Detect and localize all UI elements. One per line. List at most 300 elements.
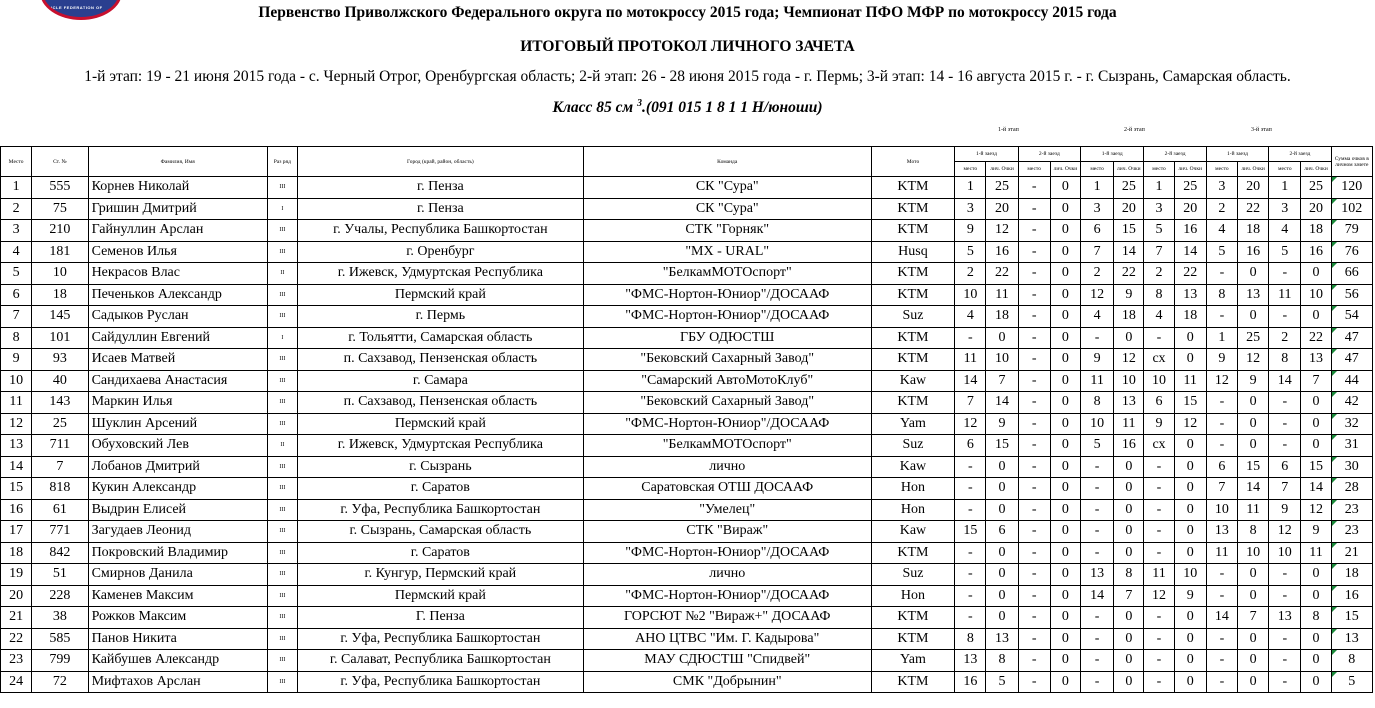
cell-s2r2-place: сх [1144,349,1174,371]
cell-team: "Умелец" [583,499,871,521]
cell-s2r1-points: 0 [1114,607,1144,629]
cell-s2r2-points: 11 [1174,370,1206,392]
cell-s1r1-points: 0 [986,542,1018,564]
cell-s2r1-place: - [1081,521,1114,543]
cell-s3r1-place: 9 [1206,349,1237,371]
table-row [1,327,1373,349]
cell-city: г. Пенза [297,198,583,220]
cell-s1r2-points: 0 [1050,456,1080,478]
cell-moto: KTM [871,177,955,199]
cell-s1r1-points: 0 [986,478,1018,500]
cell-team: "Бековский Сахарный Завод" [583,392,871,414]
cell-name: Рожков Максим [88,607,267,629]
cell-city: г. Уфа, Республика Башкортостан [297,628,583,650]
cell-s3r2-points: 0 [1301,585,1331,607]
cell-s2r1-place: 2 [1081,263,1114,285]
cell-s3r1-place: 10 [1206,499,1237,521]
cell-s2r2-place: - [1144,478,1174,500]
cell-s2r1-points: 0 [1114,327,1144,349]
cell-team: ГБУ ОДЮСТШ [583,327,871,349]
table-row [1,478,1373,500]
stage-label-2: 2-й этап [1124,127,1145,133]
cell-s3r2-points: 0 [1301,435,1331,457]
cell-s3r2-points: 16 [1301,241,1331,263]
cell-s2r2-points: 10 [1174,564,1206,586]
class-title: Класс 85 см $^3$.(091 015 1 8 1 1 Н/юноши) [552,98,823,117]
cell-s2r1-points: 14 [1114,241,1144,263]
cell-place: 13 [1,435,32,457]
cell-sum: 23 [1331,521,1372,543]
cell-city: г. Салават, Республика Башкортостан [297,650,583,672]
cell-s1r2-place: - [1018,521,1050,543]
cell-s2r2-place: 6 [1144,392,1174,414]
cell-s3r1-place: - [1206,306,1237,328]
cell-s2r2-points: 0 [1174,435,1206,457]
col-city: Город (край, район, область) [297,147,583,177]
cell-team: СК "Сура" [583,198,871,220]
cell-team: СТК "Вираж" [583,521,871,543]
cell-s3r1-place: - [1206,628,1237,650]
cell-number: 771 [32,521,88,543]
cell-s3r1-points: 14 [1238,478,1269,500]
cell-s3r1-points: 13 [1238,284,1269,306]
cell-number: 818 [32,478,88,500]
cell-sum: 66 [1331,263,1372,285]
cell-s3r2-points: 0 [1301,413,1331,435]
cell-s3r2-place: - [1269,671,1301,693]
cell-sum: 42 [1331,392,1372,414]
cell-moto: Yam [871,413,955,435]
cell-team: "ФМС-Нортон-Юниор"/ДОСААФ [583,413,871,435]
table-row [1,521,1373,543]
cell-s1r2-place: - [1018,241,1050,263]
cell-city: г. Самара [297,370,583,392]
cell-s2r1-points: 0 [1114,542,1144,564]
cell-s1r1-points: 11 [986,284,1018,306]
cell-rank: III [267,349,297,371]
cell-sum: 44 [1331,370,1372,392]
table-row [1,564,1373,586]
cell-s1r2-points: 0 [1050,671,1080,693]
cell-s3r2-points: 0 [1301,263,1331,285]
cell-s1r2-place: - [1018,198,1050,220]
cell-s2r2-points: 16 [1174,220,1206,242]
cell-sum: 47 [1331,327,1372,349]
col-s2-race1: 1-й заезд [1081,147,1144,162]
cell-s3r2-place: - [1269,650,1301,672]
cell-s2r1-points: 0 [1114,650,1144,672]
cell-s2r1-place: 3 [1081,198,1114,220]
cell-s3r1-points: 0 [1238,435,1269,457]
table-row [1,370,1373,392]
cell-number: 7 [32,456,88,478]
cell-s3r1-place: 4 [1206,220,1237,242]
cell-s3r2-place: 10 [1269,542,1301,564]
cell-s1r1-place: 2 [955,263,986,285]
stages-info: 1-й этап: 19 - 21 июня 2015 года - с. Черный Отрог, Оренбургская область; 2-й этап: 26 - 28 июня 2015 года - г. Пермь; 3-й этап: 14 - 16 августа 2015 г. - г. Сызрань, Самарская область. [84,68,1291,85]
cell-s2r1-place: - [1081,628,1114,650]
cell-number: 72 [32,671,88,693]
cell-name: Гайнуллин Арслан [88,220,267,242]
cell-s1r1-points: 8 [986,650,1018,672]
cell-s2r2-place: 9 [1144,413,1174,435]
cell-s3r2-points: 13 [1301,349,1331,371]
cell-s2r2-place: - [1144,671,1174,693]
sub-place: место [1206,162,1237,177]
sub-points: лич. Очки [986,162,1018,177]
cell-s2r2-place: - [1144,521,1174,543]
cell-sum: 79 [1331,220,1372,242]
cell-number: 228 [32,585,88,607]
cell-s1r2-place: - [1018,263,1050,285]
table-row [1,392,1373,414]
cell-place: 14 [1,456,32,478]
cell-s3r2-place: - [1269,564,1301,586]
cell-place: 23 [1,650,32,672]
cell-s1r1-points: 0 [986,499,1018,521]
cell-s3r2-place: 2 [1269,327,1301,349]
cell-s3r2-points: 20 [1301,198,1331,220]
cell-rank: III [267,177,297,199]
cell-s3r2-place: 3 [1269,198,1301,220]
cell-sum: 54 [1331,306,1372,328]
cell-place: 7 [1,306,32,328]
cell-s1r1-points: 0 [986,564,1018,586]
cell-s1r2-place: - [1018,392,1050,414]
cell-s1r1-place: 14 [955,370,986,392]
cell-s2r1-points: 16 [1114,435,1144,457]
cell-s1r2-points: 0 [1050,370,1080,392]
cell-s1r2-points: 0 [1050,306,1080,328]
logo-text: ICLE FEDERATION OF [51,5,103,10]
cell-s2r1-place: 8 [1081,392,1114,414]
cell-number: 143 [32,392,88,414]
cell-s3r2-place: - [1269,435,1301,457]
cell-place: 12 [1,413,32,435]
cell-place: 11 [1,392,32,414]
cell-s3r1-points: 16 [1238,241,1269,263]
cell-place: 17 [1,521,32,543]
cell-s3r2-points: 7 [1301,370,1331,392]
cell-s1r1-place: 13 [955,650,986,672]
cell-s2r2-points: 0 [1174,327,1206,349]
cell-s3r2-points: 14 [1301,478,1331,500]
cell-moto: KTM [871,671,955,693]
cell-name: Обуховский Лев [88,435,267,457]
cell-s3r1-points: 0 [1238,628,1269,650]
table-row [1,263,1373,285]
col-s1-race1: 1-й заезд [955,147,1018,162]
cell-place: 21 [1,607,32,629]
cell-s1r2-place: - [1018,306,1050,328]
cell-s1r2-place: - [1018,456,1050,478]
cell-moto: KTM [871,628,955,650]
cell-rank: III [267,241,297,263]
cell-team: "МХ - URAL" [583,241,871,263]
cell-number: 585 [32,628,88,650]
cell-s2r1-points: 15 [1114,220,1144,242]
cell-name: Кайбушев Александр [88,650,267,672]
cell-s3r1-points: 0 [1238,650,1269,672]
cell-s3r1-place: - [1206,413,1237,435]
cell-s1r2-points: 0 [1050,413,1080,435]
cell-s2r2-points: 0 [1174,521,1206,543]
cell-team: "БелкамМОТОспорт" [583,435,871,457]
cell-rank: I [267,327,297,349]
cell-s2r2-place: 5 [1144,220,1174,242]
cell-s1r2-place: - [1018,585,1050,607]
cell-s2r2-points: 20 [1174,198,1206,220]
cell-s1r1-points: 9 [986,413,1018,435]
cell-s1r1-place: - [955,456,986,478]
cell-rank: II [267,435,297,457]
cell-place: 24 [1,671,32,693]
col-place: Место [1,147,32,177]
cell-s2r2-place: - [1144,628,1174,650]
table-row [1,585,1373,607]
cell-s3r1-place: 3 [1206,177,1237,199]
cell-s3r2-points: 10 [1301,284,1331,306]
cell-name: Гришин Дмитрий [88,198,267,220]
cell-s2r2-points: 14 [1174,241,1206,263]
col-s1-race2: 2-й заезд [1018,147,1080,162]
cell-city: Пермский край [297,413,583,435]
cell-moto: KTM [871,349,955,371]
cell-s1r2-place: - [1018,607,1050,629]
cell-moto: KTM [871,607,955,629]
cell-s2r2-place: 2 [1144,263,1174,285]
cell-s3r1-points: 0 [1238,306,1269,328]
cell-s3r2-place: 14 [1269,370,1301,392]
cell-s2r1-place: - [1081,456,1114,478]
cell-moto: Hon [871,585,955,607]
cell-team: МАУ СДЮСТШ "Спидвей" [583,650,871,672]
cell-s1r1-points: 20 [986,198,1018,220]
cell-city: г. Учалы, Республика Башкортостан [297,220,583,242]
sub-points: лич. Очки [1301,162,1331,177]
cell-number: 61 [32,499,88,521]
cell-s1r2-place: - [1018,349,1050,371]
cell-s2r2-place: 11 [1144,564,1174,586]
cell-place: 2 [1,198,32,220]
cell-s2r2-points: 0 [1174,607,1206,629]
cell-s2r1-place: 12 [1081,284,1114,306]
cell-sum: 56 [1331,284,1372,306]
cell-name: Лобанов Дмитрий [88,456,267,478]
cell-s1r1-points: 7 [986,370,1018,392]
cell-moto: Suz [871,564,955,586]
cell-s3r1-points: 7 [1238,607,1269,629]
cell-s1r1-place: 11 [955,349,986,371]
cell-s1r1-points: 12 [986,220,1018,242]
cell-number: 93 [32,349,88,371]
cell-city: г. Пермь [297,306,583,328]
cell-s3r2-place: - [1269,392,1301,414]
cell-s3r1-points: 0 [1238,671,1269,693]
cell-s3r2-points: 15 [1301,456,1331,478]
cell-rank: III [267,628,297,650]
cell-name: Смирнов Данила [88,564,267,586]
table-row [1,456,1373,478]
cell-s2r1-points: 11 [1114,413,1144,435]
cell-s2r1-points: 22 [1114,263,1144,285]
cell-s2r2-points: 0 [1174,478,1206,500]
cell-place: 20 [1,585,32,607]
cell-s2r2-place: 1 [1144,177,1174,199]
cell-place: 16 [1,499,32,521]
results-table [0,146,1373,693]
cell-s2r1-place: - [1081,499,1114,521]
cell-moto: KTM [871,392,955,414]
cell-team: лично [583,456,871,478]
cell-city: г. Сызрань, Самарская область [297,521,583,543]
cell-s1r2-points: 0 [1050,542,1080,564]
cell-s3r2-points: 8 [1301,607,1331,629]
cell-s1r2-points: 0 [1050,499,1080,521]
cell-s2r1-points: 8 [1114,564,1144,586]
sub-place: место [1269,162,1301,177]
page-title: Первенство Приволжского Федерального округа по мотокроссу 2015 года; Чемпионат ПФО МФР по мотокроссу 2015 года [258,4,1117,21]
cell-s2r1-points: 25 [1114,177,1144,199]
cell-s3r2-place: - [1269,263,1301,285]
cell-s3r2-points: 0 [1301,671,1331,693]
cell-s1r1-place: - [955,327,986,349]
col-number: Ст. № [32,147,88,177]
cell-s1r2-place: - [1018,284,1050,306]
cell-number: 145 [32,306,88,328]
cell-s1r1-place: - [955,585,986,607]
cell-place: 1 [1,177,32,199]
cell-s1r2-place: - [1018,435,1050,457]
cell-s1r1-place: 10 [955,284,986,306]
cell-s1r2-points: 0 [1050,327,1080,349]
table-row [1,628,1373,650]
cell-moto: Kaw [871,370,955,392]
cell-city: г. Ижевск, Удмуртская Республика [297,435,583,457]
cell-city: г. Сызрань [297,456,583,478]
cell-s2r1-points: 0 [1114,628,1144,650]
cell-rank: III [267,542,297,564]
cell-s1r1-place: 5 [955,241,986,263]
cell-s1r1-place: 16 [955,671,986,693]
cell-s2r2-points: 22 [1174,263,1206,285]
cell-s1r1-points: 14 [986,392,1018,414]
table-row [1,671,1373,693]
cell-sum: 23 [1331,499,1372,521]
cell-s1r2-points: 0 [1050,585,1080,607]
cell-s1r1-place: 6 [955,435,986,457]
cell-s3r1-points: 0 [1238,585,1269,607]
table-row [1,499,1373,521]
cell-city: Пермский край [297,284,583,306]
cell-number: 10 [32,263,88,285]
sub-place: место [1081,162,1114,177]
cell-s1r1-place: - [955,564,986,586]
cell-s2r1-place: 13 [1081,564,1114,586]
cell-s1r1-place: - [955,499,986,521]
col-s3-race1: 1-й заезд [1206,147,1268,162]
cell-s3r2-place: 8 [1269,349,1301,371]
cell-s2r1-points: 12 [1114,349,1144,371]
cell-s1r2-place: - [1018,413,1050,435]
cell-s3r2-place: - [1269,628,1301,650]
cell-place: 4 [1,241,32,263]
cell-s3r1-place: 14 [1206,607,1237,629]
cell-number: 181 [32,241,88,263]
cell-s2r1-place: - [1081,650,1114,672]
cell-moto: Hon [871,478,955,500]
cell-s3r2-points: 22 [1301,327,1331,349]
cell-s3r1-points: 25 [1238,327,1269,349]
cell-moto: Kaw [871,521,955,543]
cell-team: "ФМС-Нортон-Юниор"/ДОСААФ [583,585,871,607]
cell-s2r1-points: 9 [1114,284,1144,306]
cell-s2r1-place: 5 [1081,435,1114,457]
cell-s1r2-place: - [1018,220,1050,242]
cell-place: 18 [1,542,32,564]
cell-s2r1-place: 14 [1081,585,1114,607]
cell-moto: KTM [871,263,955,285]
cell-team: "ФМС-Нортон-Юниор"/ДОСААФ [583,542,871,564]
cell-name: Выдрин Елисей [88,499,267,521]
cell-s1r2-points: 0 [1050,628,1080,650]
cell-s2r1-points: 0 [1114,521,1144,543]
sub-place: место [1144,162,1174,177]
cell-s2r2-place: 7 [1144,241,1174,263]
cell-sum: 31 [1331,435,1372,457]
cell-s2r2-place: - [1144,650,1174,672]
cell-s2r1-points: 0 [1114,671,1144,693]
cell-s2r2-place: 8 [1144,284,1174,306]
cell-s1r1-place: 12 [955,413,986,435]
cell-s1r2-points: 0 [1050,607,1080,629]
cell-name: Садыков Руслан [88,306,267,328]
cell-sum: 32 [1331,413,1372,435]
cell-name: Корнев Николай [88,177,267,199]
cell-s2r1-points: 18 [1114,306,1144,328]
cell-name: Исаев Матвей [88,349,267,371]
table-row [1,435,1373,457]
cell-s3r2-points: 0 [1301,306,1331,328]
cell-sum: 5 [1331,671,1372,693]
cell-s2r2-points: 0 [1174,456,1206,478]
cell-moto: KTM [871,198,955,220]
cell-moto: KTM [871,220,955,242]
cell-number: 75 [32,198,88,220]
cell-name: Мифтахов Арслан [88,671,267,693]
cell-s3r2-points: 12 [1301,499,1331,521]
cell-s1r1-points: 18 [986,306,1018,328]
cell-moto: KTM [871,327,955,349]
cell-s1r2-points: 0 [1050,177,1080,199]
cell-sum: 18 [1331,564,1372,586]
cell-team: "БелкамМОТОспорт" [583,263,871,285]
cell-team: "ФМС-Нортон-Юниор"/ДОСААФ [583,306,871,328]
cell-s1r2-place: - [1018,671,1050,693]
table-row [1,198,1373,220]
cell-s2r1-points: 13 [1114,392,1144,414]
cell-rank: III [267,478,297,500]
cell-s1r2-points: 0 [1050,521,1080,543]
cell-s3r2-points: 0 [1301,628,1331,650]
cell-city: г. Ижевск, Удмуртская Республика [297,263,583,285]
cell-team: СМК "Добрынин" [583,671,871,693]
cell-s2r1-place: 10 [1081,413,1114,435]
cell-s3r2-points: 9 [1301,521,1331,543]
cell-moto: KTM [871,284,955,306]
col-s2-race2: 2-й заезд [1144,147,1206,162]
cell-name: Каменев Максим [88,585,267,607]
